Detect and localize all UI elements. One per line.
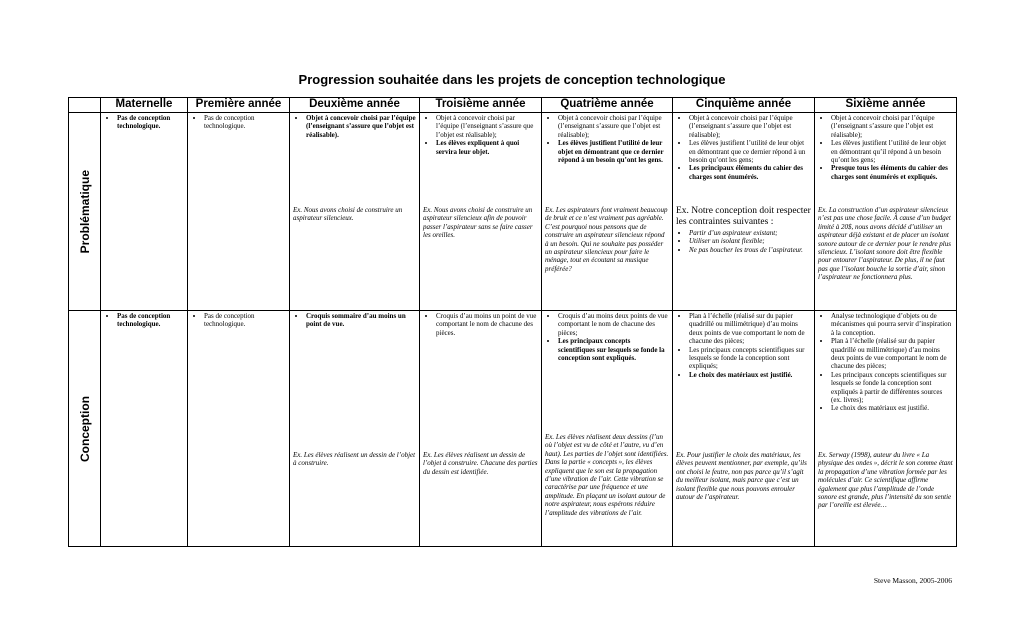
document-title: Progression souhaitée dans les projets de conception technologique [298, 72, 726, 87]
example-text: Ex. Les élèves réalisent un dessin de l’objet à construire. [293, 451, 416, 468]
table-cell [542, 113, 673, 311]
bullet-item: • Pas de conception technologique. [204, 114, 286, 131]
bullet-item: • Pas de conception technologique. [204, 312, 286, 329]
bullet-item: • Les élèves expliquent à quoi servira leur objet. [436, 139, 538, 156]
example-text: Ex. Pour justifier le choix des matériaux, les élèves peuvent mentionner, par exemple, qu’ils ont choisi le feutre, non pas parce qu’il s’agit du meilleur isolant, mais parce que c’est un isolant flexible que nous pouvons enrouler autour de l’aspirateur. [676, 451, 807, 502]
table-cell [673, 311, 815, 547]
table-cell [420, 311, 542, 547]
table-cell [815, 113, 957, 311]
example-list-item: • Utiliser un isolant flexible; [689, 237, 811, 245]
bullet-item: • Analyse technologique d’objets ou de mécanismes qui pourra servir d’inspiration à la conception. [831, 312, 953, 337]
table-cell [188, 311, 290, 547]
example-text: Ex. Les élèves réalisent un dessin de l’objet à construire. Chacune des parties du dessin est identifiée. [423, 451, 538, 476]
bullet-item: • Les élèves justifient l’utilité de leur objet en démontrant que ce dernier répond à un besoin qu’ont les gens; [689, 139, 811, 164]
table-cell [673, 113, 815, 311]
example-text: Ex. La construction d’un aspirateur silencieux n’est pas une chose facile. À cause d’un budget limité à 20$, nous avons décidé d’utiliser un aspirateur déjà existant et de placer un isolant sonore autour de ce dernier pour le rendre plus silencieux. L’isolant sonore doit être flexible pour entourer l’aspirateur. De plus, il ne faut pas que l’isolant bouche la sortie d’air, sinon l’aspirateur ne fonctionnera plus. [818, 206, 951, 282]
bullet-item: • Les principaux concepts scientifiques sur lesquels se fonde la conception sont expliqués à partir de différentes sources (ex. livres); [831, 371, 953, 405]
progression-table [68, 97, 957, 547]
example-list-item: • Ne pas boucher les trous de l’aspirateur. [689, 246, 811, 254]
row-header [69, 311, 101, 547]
bullet-item: • Le choix des matériaux est justifié. [831, 404, 953, 412]
bullet-item: • Plan à l’échelle (réalisé sur du papier quadrillé ou millimétrique) d’au moins deux points de vue comportant le nom de chacune des pièces; [831, 337, 953, 371]
bullet-item: • Presque tous les éléments du cahier des charges sont énumérés et expliqués. [831, 164, 953, 181]
bullet-item: • Objet à concevoir choisi par l’équipe (l’enseignant s’assure que l’objet est réalisable); [831, 114, 953, 139]
bullet-item: • Croquis d’au moins un point de vue comportant le nom de chacune des pièces. [436, 312, 538, 337]
column-header: Quatrième année [542, 98, 673, 113]
example-text: Ex. Nous avons choisi de construire un aspirateur silencieux afin de pouvoir passer l’aspirateur sans se faire casser les oreilles. [423, 206, 533, 240]
table-row [69, 113, 957, 311]
column-header: Sixième année [815, 98, 957, 113]
table-cell [420, 113, 542, 311]
row-label: Problématique [77, 169, 92, 254]
bullet-item: • Les élèves justifient l’utilité de leur objet en démontrant qu’il répond à un besoin qu’ont les gens; [831, 139, 953, 164]
table-cell [290, 311, 420, 547]
bullet-item: • Objet à concevoir choisi par l’équipe (l’enseignant s’assure que l’objet est réalisable). [306, 114, 416, 139]
bullet-item: • Croquis d’au moins deux points de vue comportant le nom de chacune des pièces; [558, 312, 669, 337]
bullet-item: • Pas de conception technologique. [117, 312, 184, 329]
table-cell [101, 311, 188, 547]
corner-cell [69, 98, 101, 113]
example-intro: Ex. Notre conception doit respecter les contraintes suivantes : [676, 206, 811, 227]
column-header: Troisième année [420, 98, 542, 113]
example-text: Ex. Nous avons choisi de construire un aspirateur silencieux. [293, 206, 403, 223]
table-cell [542, 311, 673, 547]
bullet-item: • Les élèves justifient l’utilité de leur objet en démontrant que ce dernier répond à un besoin qu’ont les gens. [558, 139, 669, 164]
row-header [69, 113, 101, 311]
table-cell [188, 113, 290, 311]
column-header: Deuxième année [290, 98, 420, 113]
example-text: Ex. Les aspirateurs font vraiment beaucoup de bruit et ce n’est vraiment pas agréable. C’est pourquoi nous pensons que de construire un aspirateur silencieux répond à un besoin. Qui ne souhaite pas posséder un aspirateur silencieux pour faire le ménage, tout en écoutant sa musique préférée? [545, 206, 668, 273]
row-label: Conception [77, 395, 92, 462]
example-text: Ex. Les élèves réalisent deux dessins (l’un où l’objet est vu de côté et l’autre, vu d’en haut). Les parties de l’objet sont identifiées. Dans la partie « concepts », les élèves expliquent que le son est la propagation d’une vibration de l’air. Cette vibration se caractérise par une fréquence et une amplitude. En plaçant un isolant autour de notre aspirateur, nous espérons réduire l’amplitude des vibrations de l’air. [545, 433, 669, 517]
bullet-item: • Le choix des matériaux est justifié. [689, 371, 811, 379]
bullet-item: • Les principaux concepts scientifiques sur lesquels se fonde la conception sont expliqués; [689, 346, 811, 371]
bullet-item: • Objet à concevoir choisi par l’équipe (l’enseignant s’assure que l’objet est réalisable); [689, 114, 811, 139]
bullet-item: • Objet à concevoir choisi par l’équipe (l’enseignant s’assure que l’objet est réalisable); [436, 114, 538, 139]
example-text [676, 206, 811, 254]
table-cell [101, 113, 188, 311]
bullet-item: • Les principaux éléments du cahier des charges sont énumérés. [689, 164, 811, 181]
column-header: Première année [188, 98, 290, 113]
table-cell [290, 113, 420, 311]
table-cell [815, 311, 957, 547]
bullet-item: • Objet à concevoir choisi par l’équipe (l’enseignant s’assure que l’objet est réalisable); [558, 114, 669, 139]
bullet-item: • Croquis sommaire d’au moins un point de vue. [306, 312, 416, 329]
bullet-item: • Pas de conception technologique. [117, 114, 184, 131]
author-footer: Steve Masson, 2005-2006 [873, 576, 952, 585]
bullet-item: • Plan à l’échelle (réalisé sur du papier quadrillé ou millimétrique) d’au moins deux points de vue comportant le nom de chacune des pièces; [689, 312, 811, 346]
column-header: Cinquième année [673, 98, 815, 113]
example-text: Ex. Serway (1998), auteur du livre « La physique des ondes », décrit le son comme étant la propagation d’une vibration formée par les molécules d’air. Ce scientifique affirme également que plus l’amplitude de l’onde sonore est grande, plus l’intensité du son sentie par l’oreille est élevée… [818, 451, 953, 510]
header-row [69, 98, 957, 113]
bullet-item: • Les principaux concepts scientifiques sur lesquels se fonde la conception sont expliqués. [558, 337, 669, 362]
column-header: Maternelle [101, 98, 188, 113]
table-row [69, 311, 957, 547]
example-list-item: • Partir d’un aspirateur existant; [689, 229, 811, 237]
